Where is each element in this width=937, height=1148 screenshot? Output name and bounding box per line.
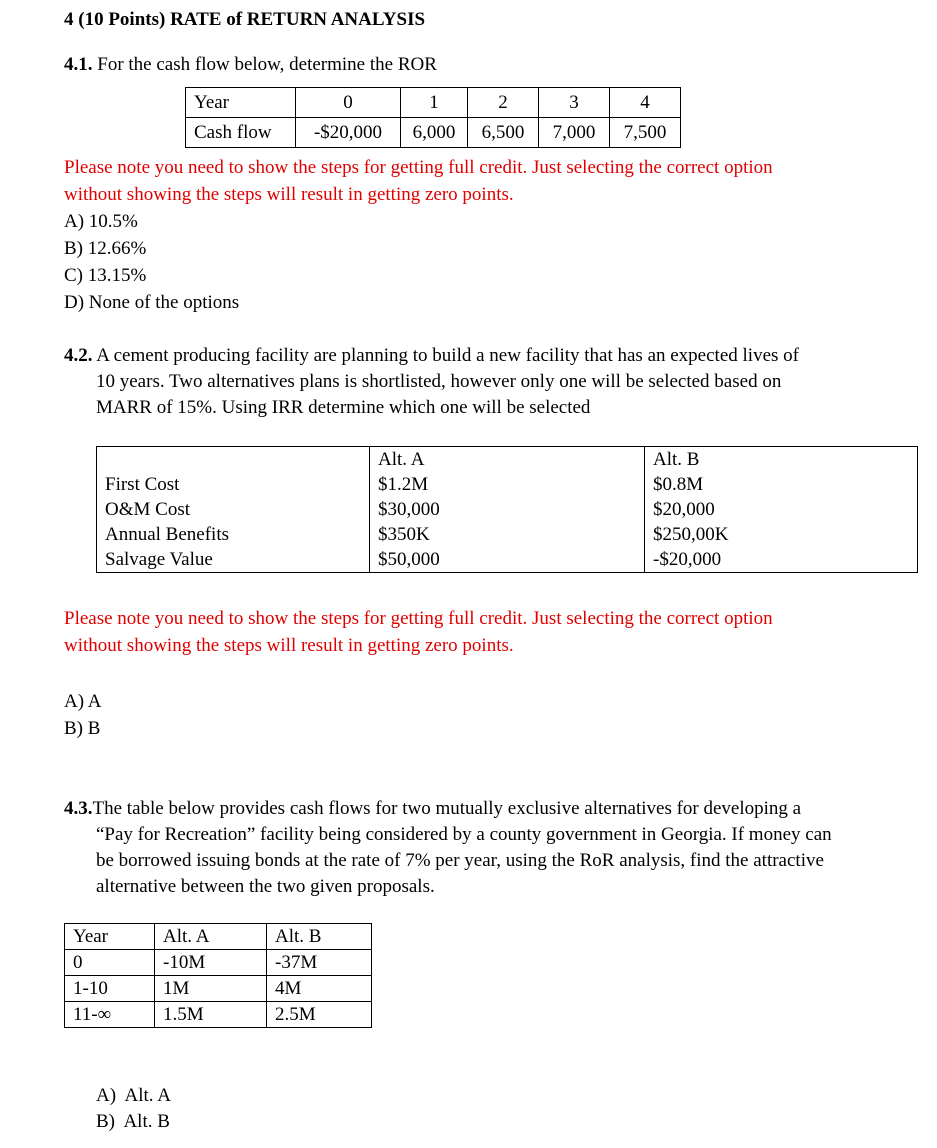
table-cell: O&M Cost (97, 497, 370, 522)
answer-options (96, 1083, 171, 1135)
table-cell: -$20,000 (296, 118, 401, 148)
question-line: alternative between the two given proposals. (96, 876, 435, 897)
table-row (65, 924, 372, 950)
table-cell: $20,000 (645, 497, 918, 522)
table-row (65, 1002, 372, 1028)
alternatives-table (96, 446, 918, 573)
table-row (65, 950, 372, 976)
question-4-1-text (64, 51, 437, 78)
credit-note (64, 605, 773, 659)
option-a: A) A (64, 691, 102, 712)
table-row (186, 88, 681, 118)
table-cell: 1M (155, 976, 267, 1002)
table-cell: 1.5M (155, 1002, 267, 1028)
question-line: be borrowed issuing bonds at the rate of 7% per year, using the RoR analysis, find the attractive (96, 850, 824, 871)
option-b: B) B (64, 718, 101, 739)
question-line: 10 years. Two alternatives plans is shortlisted, however only one will be selected based on (96, 371, 782, 392)
table-row (97, 447, 918, 473)
table-cell: Salvage Value (97, 547, 370, 573)
table-cell: 3 (539, 88, 610, 118)
option-b: B) 12.66% (64, 238, 147, 259)
table-cell: -10M (155, 950, 267, 976)
note-line: Please note you need to show the steps for getting full credit. Just selecting the correct option (64, 608, 773, 629)
table-cell: 2 (468, 88, 539, 118)
question-4-3-text (64, 796, 926, 900)
table-cell: 0 (65, 950, 155, 976)
table-cell: 0 (296, 88, 401, 118)
option-d: D) None of the options (64, 292, 240, 313)
answer-options (64, 688, 101, 742)
table-row (97, 497, 918, 522)
table-cell: $50,000 (370, 547, 645, 573)
table-cell: $1.2M (370, 472, 645, 497)
table-cell: 4 (610, 88, 681, 118)
question-line: “Pay for Recreation” facility being considered by a county government in Georgia. If money can (96, 824, 832, 845)
table-cell: 11-∞ (65, 1002, 155, 1028)
table-cell: 7,000 (539, 118, 610, 148)
answer-options (64, 208, 239, 316)
option-a: A) Alt. A (96, 1085, 171, 1106)
option-c: C) 13.15% (64, 265, 147, 286)
table-cell: $250,00K (645, 522, 918, 547)
table-cell: -37M (267, 950, 372, 976)
table-cell: Alt. A (370, 447, 645, 473)
table-cell: First Cost (97, 472, 370, 497)
table-cell: $0.8M (645, 472, 918, 497)
table-cell: Annual Benefits (97, 522, 370, 547)
table-row (186, 118, 681, 148)
question-4-2-text (64, 343, 799, 421)
table-cell: 6,500 (468, 118, 539, 148)
table-cell: 1 (401, 88, 468, 118)
question-number: 4.2. (64, 345, 93, 366)
table-row (97, 472, 918, 497)
page-title: 4 (10 Points) RATE of RETURN ANALYSIS (64, 9, 426, 30)
table-row (97, 547, 918, 573)
option-b: B) Alt. B (96, 1111, 170, 1132)
question-line: A cement producing facility are planning to build a new facility that has an expected lives of (92, 345, 799, 366)
question-number: 4.3. (64, 798, 93, 819)
table-cell: Cash flow (186, 118, 296, 148)
table-cell: 1-10 (65, 976, 155, 1002)
table-cell: 7,500 (610, 118, 681, 148)
table-row (97, 522, 918, 547)
table-row (65, 976, 372, 1002)
table-cell: 2.5M (267, 1002, 372, 1028)
table-cell: Alt. B (267, 924, 372, 950)
question-number: 4.1. (64, 54, 93, 75)
question-line: MARR of 15%. Using IRR determine which one will be selected (96, 397, 591, 418)
table-cell: $350K (370, 522, 645, 547)
table-cell: -$20,000 (645, 547, 918, 573)
table-cell: Year (186, 88, 296, 118)
question-line: The table below provides cash flows for two mutually exclusive alternatives for developing a (92, 798, 802, 819)
table-cell (97, 447, 370, 473)
option-a: A) 10.5% (64, 211, 138, 232)
table-cell: Year (65, 924, 155, 950)
table-cell: Alt. B (645, 447, 918, 473)
credit-note (64, 154, 773, 208)
table-cell: 4M (267, 976, 372, 1002)
table-cell: $30,000 (370, 497, 645, 522)
note-line: Please note you need to show the steps for getting full credit. Just selecting the correct option (64, 157, 773, 178)
cash-flow-alternatives-table (64, 923, 372, 1028)
table-cell: 6,000 (401, 118, 468, 148)
question-prompt: For the cash flow below, determine the ROR (92, 54, 437, 75)
cash-flow-table (185, 87, 681, 148)
note-line: without showing the steps will result in getting zero points. (64, 635, 514, 656)
table-cell: Alt. A (155, 924, 267, 950)
note-line: without showing the steps will result in getting zero points. (64, 184, 514, 205)
